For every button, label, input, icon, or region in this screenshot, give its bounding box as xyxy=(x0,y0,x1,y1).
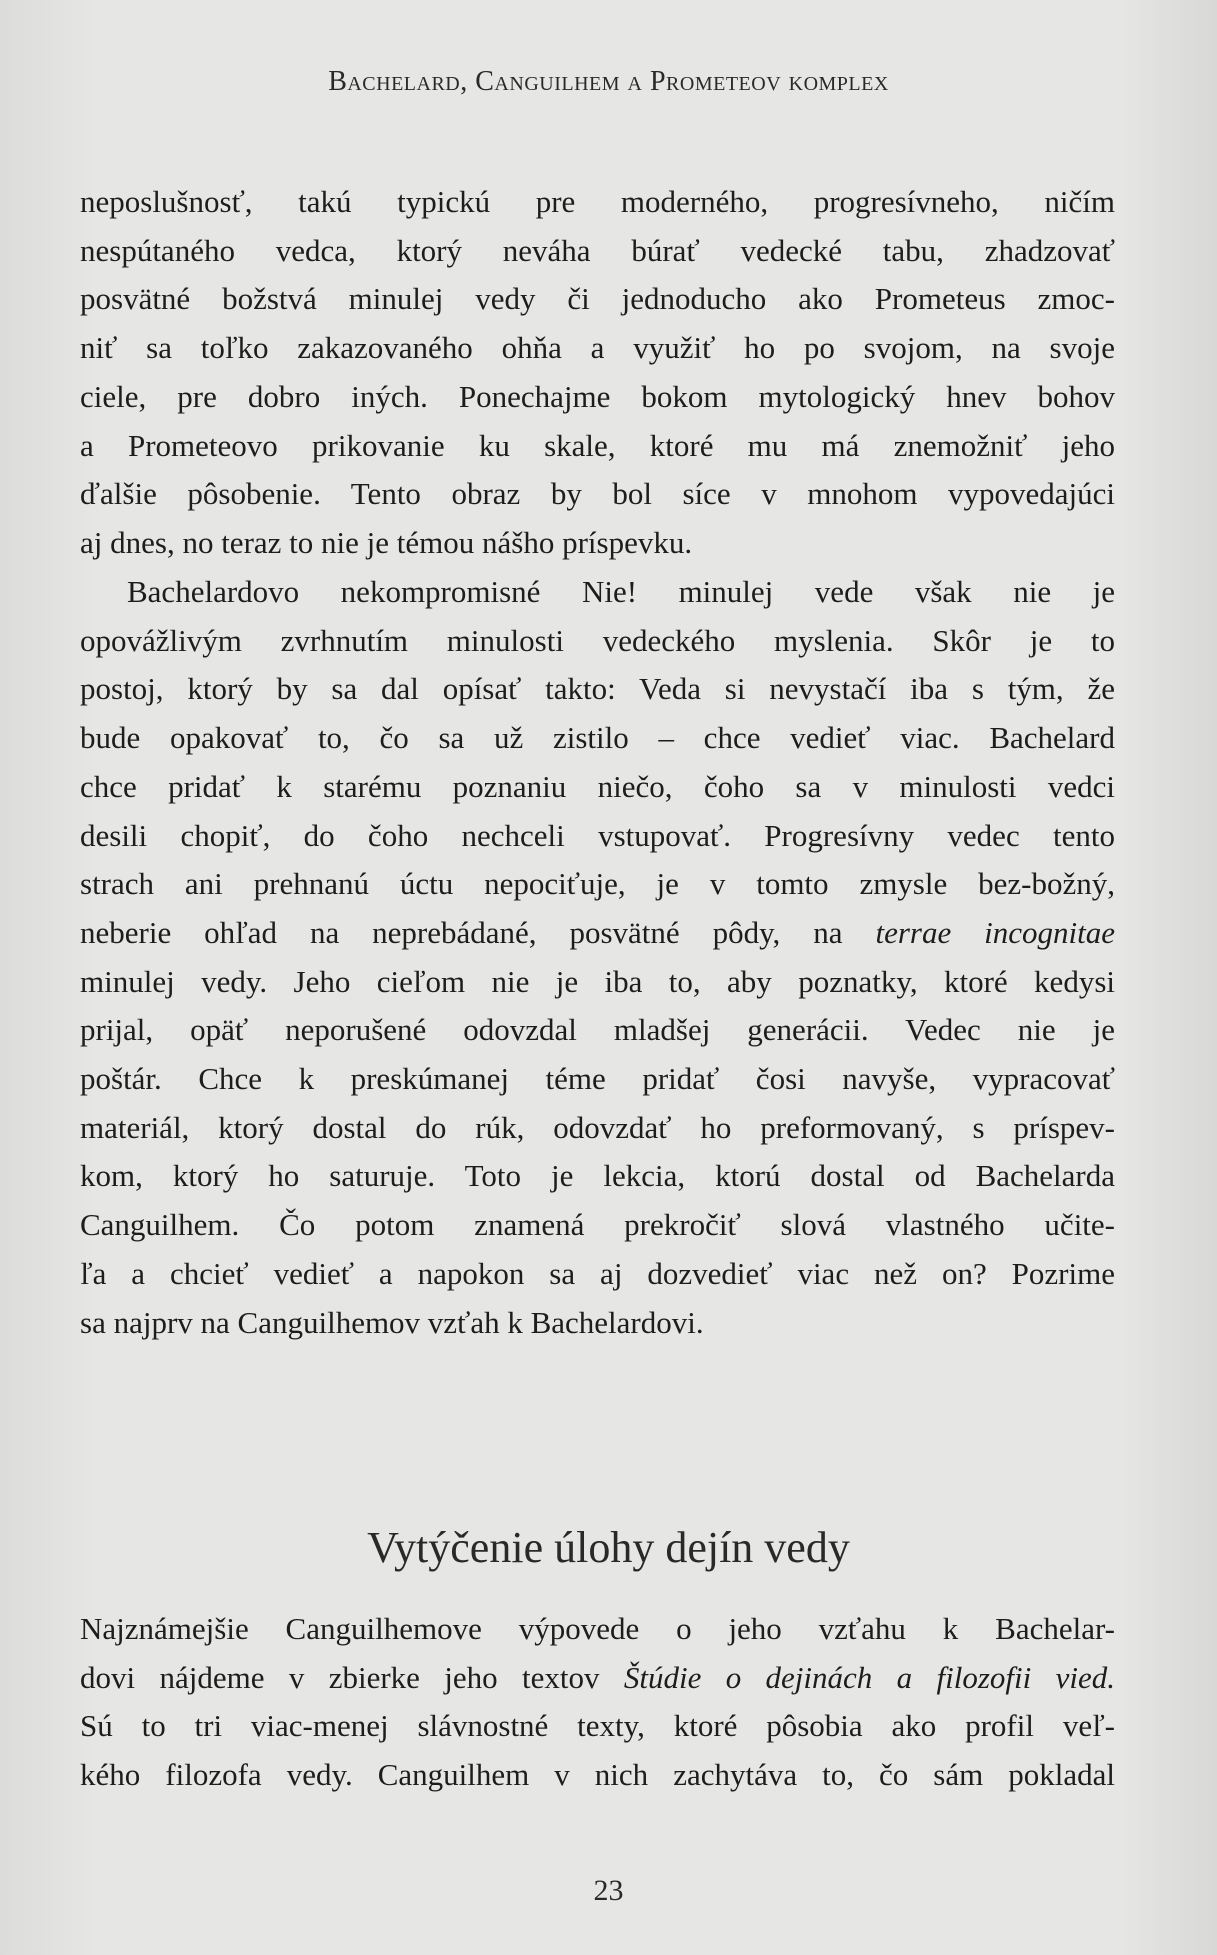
text-line: kého filozofa vedy. Canguilhem v nich zachytáva to, čo sám pokladal xyxy=(80,1757,1115,1793)
text-line: ďalšie pôsobenie. Tento obraz by bol síce v mnohom vypovedajúci xyxy=(80,476,1115,512)
text-line: postoj, ktorý by sa dal opísať takto: Veda si nevystačí iba s tým, že xyxy=(80,671,1115,707)
text-line: Sú to tri viac-menej slávnostné texty, ktoré pôsobia ako profil veľ- xyxy=(80,1708,1115,1744)
text-segment: dovi nájdeme v zbierke jeho textov xyxy=(80,1659,600,1695)
text-line-with-italic xyxy=(80,909,1115,958)
text-line: neposlušnosť, takú typickú pre moderného, progresívneho, ničím xyxy=(80,184,1115,219)
text-line: posvätné božstvá minulej vedy či jednoducho ako Prometeus zmoc- xyxy=(80,281,1115,317)
text-segment: neberie ohľad na neprebádané, posvätné pôdy, na xyxy=(80,914,843,950)
text-line: ciele, pre dobro iných. Ponechajme bokom mytologický hnev bohov xyxy=(80,378,1115,414)
italic-phrase: terrae incognitae xyxy=(875,914,1116,950)
text-line: bude opakovať to, čo sa už zistilo – chce vedieť viac. Bachelard xyxy=(80,720,1115,756)
text-line: nespútaného vedca, ktorý neváha búrať vedecké tabu, zhadzovať xyxy=(80,232,1115,268)
text-line: materiál, ktorý dostal do rúk, odovzdať ho preformovaný, s príspev- xyxy=(80,1109,1115,1145)
text-line: minulej vedy. Jeho cieľom nie je iba to, aby poznatky, ktoré kedysi xyxy=(80,963,1115,999)
text-line: kom, ktorý ho saturuje. Toto je lekcia, ktorú dostal od Bachelarda xyxy=(80,1158,1115,1194)
text-line: chce pridať k starému poznaniu niečo, čoho sa v minulosti vedci xyxy=(80,768,1115,804)
section-heading: Vytýčenie úlohy dejín vedy xyxy=(367,1523,850,1572)
text-line: Bachelardovo nekompromisné Nie! minulej vede však nie je xyxy=(127,574,1115,609)
text-line: aj dnes, no teraz to nie je témou nášho príspevku. xyxy=(80,524,693,560)
text-line: niť sa toľko zakazovaného ohňa a využiť ho po svojom, na svoje xyxy=(80,330,1115,366)
running-head: Bachelard, Canguilhem a Prometeov komplex xyxy=(328,66,889,97)
text-line: Canguilhem. Čo potom znamená prekročiť slová vlastného učite- xyxy=(80,1207,1115,1243)
text-line: a Prometeovo prikovanie ku skale, ktoré mu má znemožniť jeho xyxy=(80,427,1115,463)
text-line: strach ani prehnanú úctu nepociťuje, je v tomto zmysle bez-božný, xyxy=(80,866,1115,902)
text-line: desili chopiť, do čoho nechceli vstupovať. Progresívny vedec tento xyxy=(80,817,1115,853)
text-line: Najznámejšie Canguilhemove výpovede o jeho vzťahu k Bachelar- xyxy=(80,1611,1115,1646)
page-number: 23 xyxy=(593,1874,624,1907)
text-line: ľa a chcieť vedieť a napokon sa aj dozvedieť viac než on? Pozrime xyxy=(80,1255,1115,1291)
text-line: prijal, opäť neporušené odovzdal mladšej generácii. Vedec nie je xyxy=(80,1012,1115,1048)
text-line: poštár. Chce k preskúmanej téme pridať čosi navyše, vypracovať xyxy=(80,1061,1115,1097)
paragraph-3 xyxy=(80,1605,1115,1800)
text-line: sa najprv na Canguilhemov vzťah k Bachelardovi. xyxy=(80,1304,704,1340)
paragraph-2 xyxy=(80,568,1115,1347)
text-line: opovážlivým zvrhnutím minulosti vedeckého myslenia. Skôr je to xyxy=(80,622,1115,658)
text-line-with-italic xyxy=(80,1654,1115,1703)
paragraph-1 xyxy=(80,178,1115,568)
italic-book-title: Štúdie o dejinách a filozofii vied. xyxy=(623,1659,1115,1695)
